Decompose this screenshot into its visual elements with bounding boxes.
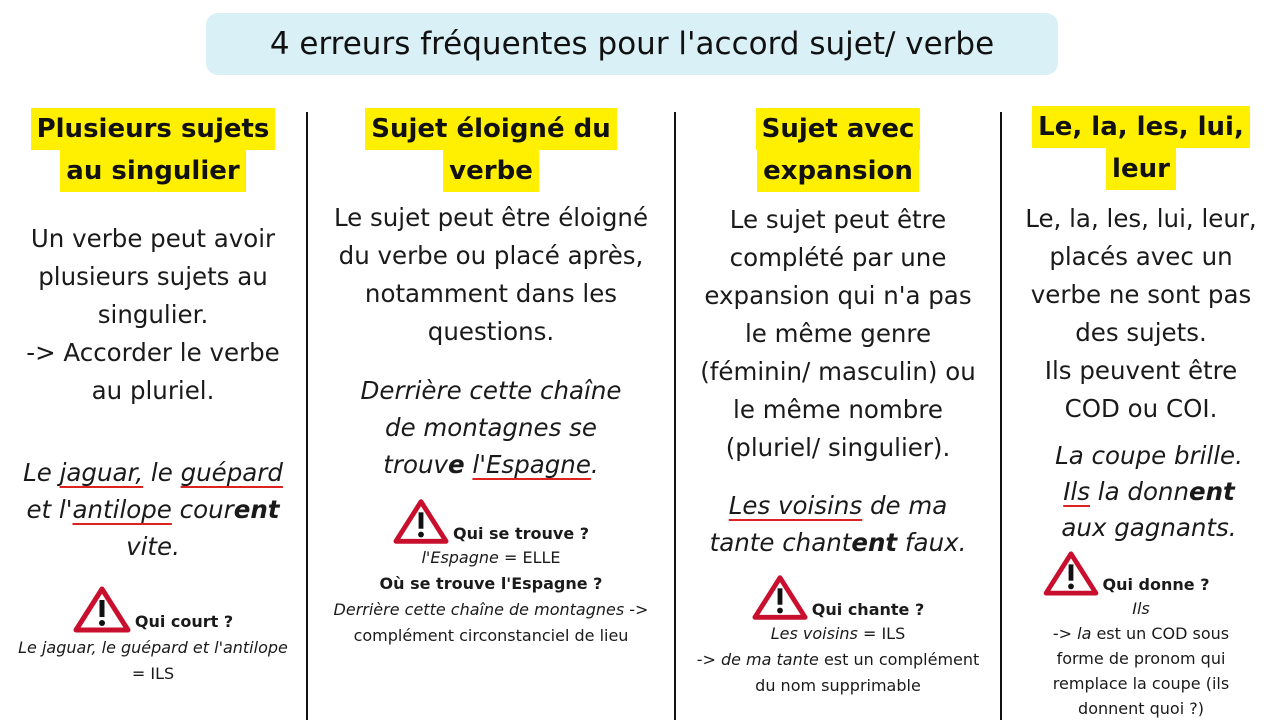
text-line: le même nombre <box>733 395 943 424</box>
page-title: 4 erreurs fréquentes pour l'accord sujet/ verbe <box>206 13 1058 75</box>
warning-triangle-icon <box>752 573 808 621</box>
text-line: (pluriel/ singulier). <box>725 433 951 462</box>
text-line: le même genre <box>744 319 932 348</box>
column-heading <box>676 108 1000 192</box>
column-heading <box>0 108 306 192</box>
heading-line: au singulier <box>60 150 245 192</box>
heading-line: verbe <box>443 150 539 192</box>
text-line: des sujets. <box>1075 318 1207 347</box>
text-line: (féminin/ masculin) ou <box>700 357 976 386</box>
text-line: verbe ne sont pas <box>1030 280 1252 309</box>
subject-underline: antilope <box>72 495 172 524</box>
text-line: Ils peuvent être <box>1044 356 1238 385</box>
example-sentence: Le jaguar, le guépard et l'antilope courent vite. <box>23 458 283 561</box>
subject-underline: jaguar, <box>59 458 144 487</box>
text-line: Le sujet peut être <box>729 205 947 234</box>
heading-line: expansion <box>757 150 919 192</box>
explanation-text <box>0 220 306 410</box>
explanation-text <box>1002 200 1280 428</box>
text-line: placés avec un <box>1049 242 1233 271</box>
verb-ending: ent <box>233 495 280 524</box>
text-line: singulier. <box>97 300 209 329</box>
question-label: Qui se trouve ? <box>452 524 590 543</box>
example-sentence: Derrière cette chaîne de montagnes se trouve l'Espagne. <box>360 376 622 479</box>
text-line: COD ou COI. <box>1064 394 1218 423</box>
heading-line: Sujet éloigné du <box>365 108 617 150</box>
text-line: expansion qui n'a pas <box>704 281 972 310</box>
text-line: Le sujet peut être éloigné <box>333 203 649 232</box>
heading-line: leur <box>1106 148 1176 190</box>
text-line: questions. <box>427 317 555 346</box>
warning-question <box>972 550 1280 596</box>
answer-text: l'Espagne = ELLE Où se trouve l'Espagne ? Derrière cette chaîne de montagnes -> complément circonstanciel de lieu <box>333 548 649 645</box>
column-pronoms <box>1002 104 1280 720</box>
warning-question <box>676 573 1000 621</box>
verb-ending: ent <box>1189 477 1235 506</box>
subject-underline: guépard <box>180 458 283 487</box>
example-sentence: La coupe brille. Ils la donnent aux gagnants. <box>1055 441 1243 542</box>
question-label: Qui court ? <box>134 612 234 631</box>
question-label: Qui donne ? <box>1102 575 1210 594</box>
answer-text: Les voisins = ILS -> de ma tante est un complément du nom supprimable <box>696 624 980 695</box>
subject-underline: Les voisins <box>728 491 863 520</box>
column-sujet-expansion <box>676 104 1000 699</box>
text-line: complété par une <box>729 243 947 272</box>
warning-triangle-icon <box>393 497 449 545</box>
warning-question <box>0 585 306 633</box>
answer-text: Le jaguar, le guépard et l'antilope = ILS <box>18 638 288 683</box>
column-plusieurs-sujets <box>0 104 306 687</box>
text-line: -> Accorder le verbe <box>26 338 280 367</box>
explanation-text <box>308 199 674 351</box>
subject-underline: l'Espagne <box>472 450 591 479</box>
warning-triangle-icon <box>73 585 131 633</box>
example-sentence: Les voisins de ma tante chantent faux. <box>709 491 967 557</box>
explanation-text <box>676 201 1000 467</box>
verb-ending: ent <box>851 528 898 557</box>
text-line: plusieurs sujets au <box>38 262 268 291</box>
subject-underline: Ils <box>1063 477 1090 506</box>
text-line: Un verbe peut avoir <box>30 224 276 253</box>
text-line: notamment dans les <box>364 279 618 308</box>
warning-triangle-icon <box>1043 550 1099 596</box>
column-heading <box>308 108 674 192</box>
warning-question <box>308 497 674 545</box>
heading-line: Sujet avec <box>756 108 921 150</box>
heading-line: Le, la, les, lui, <box>1032 106 1250 148</box>
heading-line: Plusieurs sujets <box>31 108 276 150</box>
verb-ending: e <box>447 450 465 479</box>
answer-text: Ils -> la est un COD sous forme de pronom qui remplace la coupe (ils donnent quoi ?) <box>1052 599 1230 718</box>
column-heading <box>1002 106 1280 190</box>
question-label: Qui chante ? <box>811 600 925 619</box>
text-line: au pluriel. <box>91 376 215 405</box>
question-label: Où se trouve l'Espagne ? <box>379 574 603 593</box>
column-sujet-eloigne <box>308 104 674 649</box>
text-line: Le, la, les, lui, leur, <box>1025 204 1257 233</box>
text-line: du verbe ou placé après, <box>338 241 644 270</box>
